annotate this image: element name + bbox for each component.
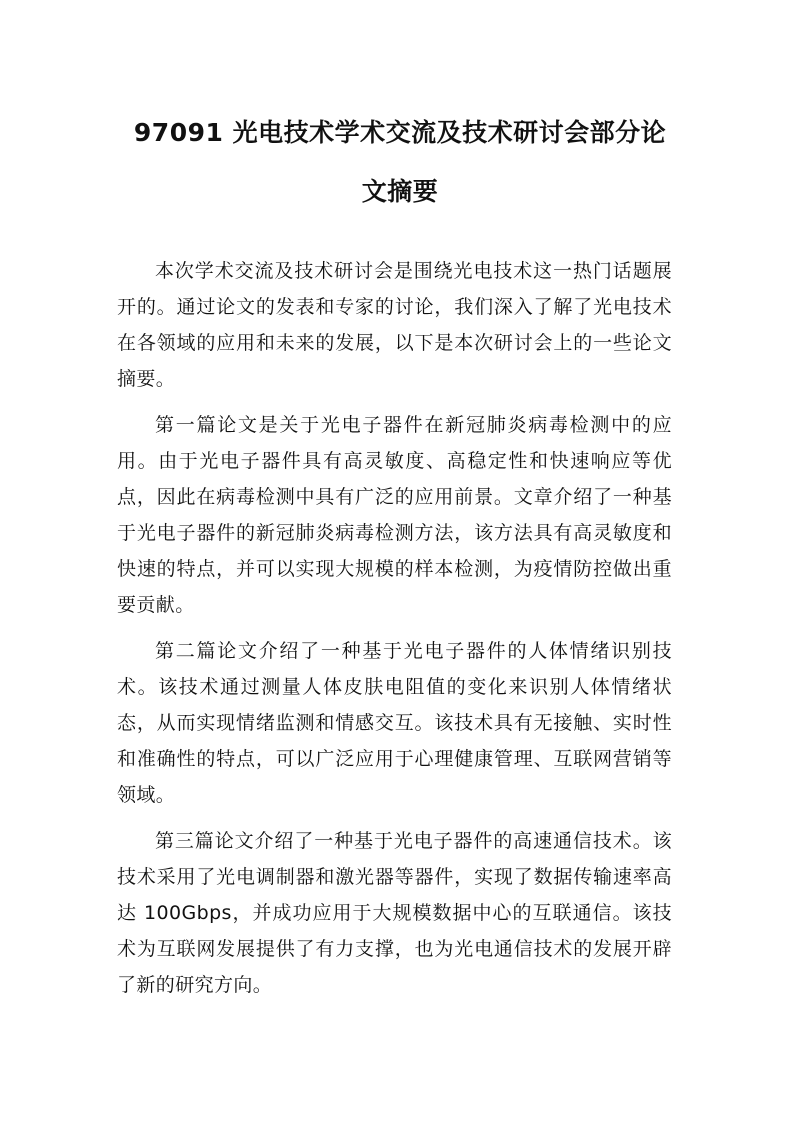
paragraph-intro: 本次学术交流及技术研讨会是围绕光电技术这一热门话题展开的。通过论文的发表和专家的讨论，我们深入了解了光电技术在各领域的应用和未来的发展，以下是本次研讨会上的一些论文摘要。 xyxy=(117,260,672,390)
paragraph-second-paper: 第二篇论文介绍了一种基于光电子器件的人体情绪识别技术。该技术通过测量人体皮肤电阻值的变化来识别人体情绪状态，从而实现情绪监测和情感交互。该技术具有无接触、实时性和准确性的特点，可以广泛应用于心理健康管理、互联网营销等领域。 xyxy=(117,640,672,806)
document-body xyxy=(117,253,672,1013)
document-title-line-2: 文摘要 xyxy=(361,177,439,206)
paragraph-third-paper: 第三篇论文介绍了一种基于光电子器件的高速通信技术。该技术采用了光电调制器和激光器等器件，实现了数据传输速率高达 100Gbps，并成功应用于大规模数据中心的互联通信。该技术为互联网发展提供了有力支撑，也为光电通信技术的发展开辟了新的研究方向。 xyxy=(117,830,672,996)
paragraph-first-paper: 第一篇论文是关于光电子器件在新冠肺炎病毒检测中的应用。由于光电子器件具有高灵敏度、高稳定性和快速响应等优点，因此在病毒检测中具有广泛的应用前景。文章介绍了一种基于光电子器件的新冠肺炎病毒检测方法，该方法具有高灵敏度和快速的特点，并可以实现大规模的样本检测，为疫情防控做出重要贡献。 xyxy=(117,414,672,616)
document-title-line-1: 97091 光电技术学术交流及技术研讨会部分论 xyxy=(133,118,667,147)
